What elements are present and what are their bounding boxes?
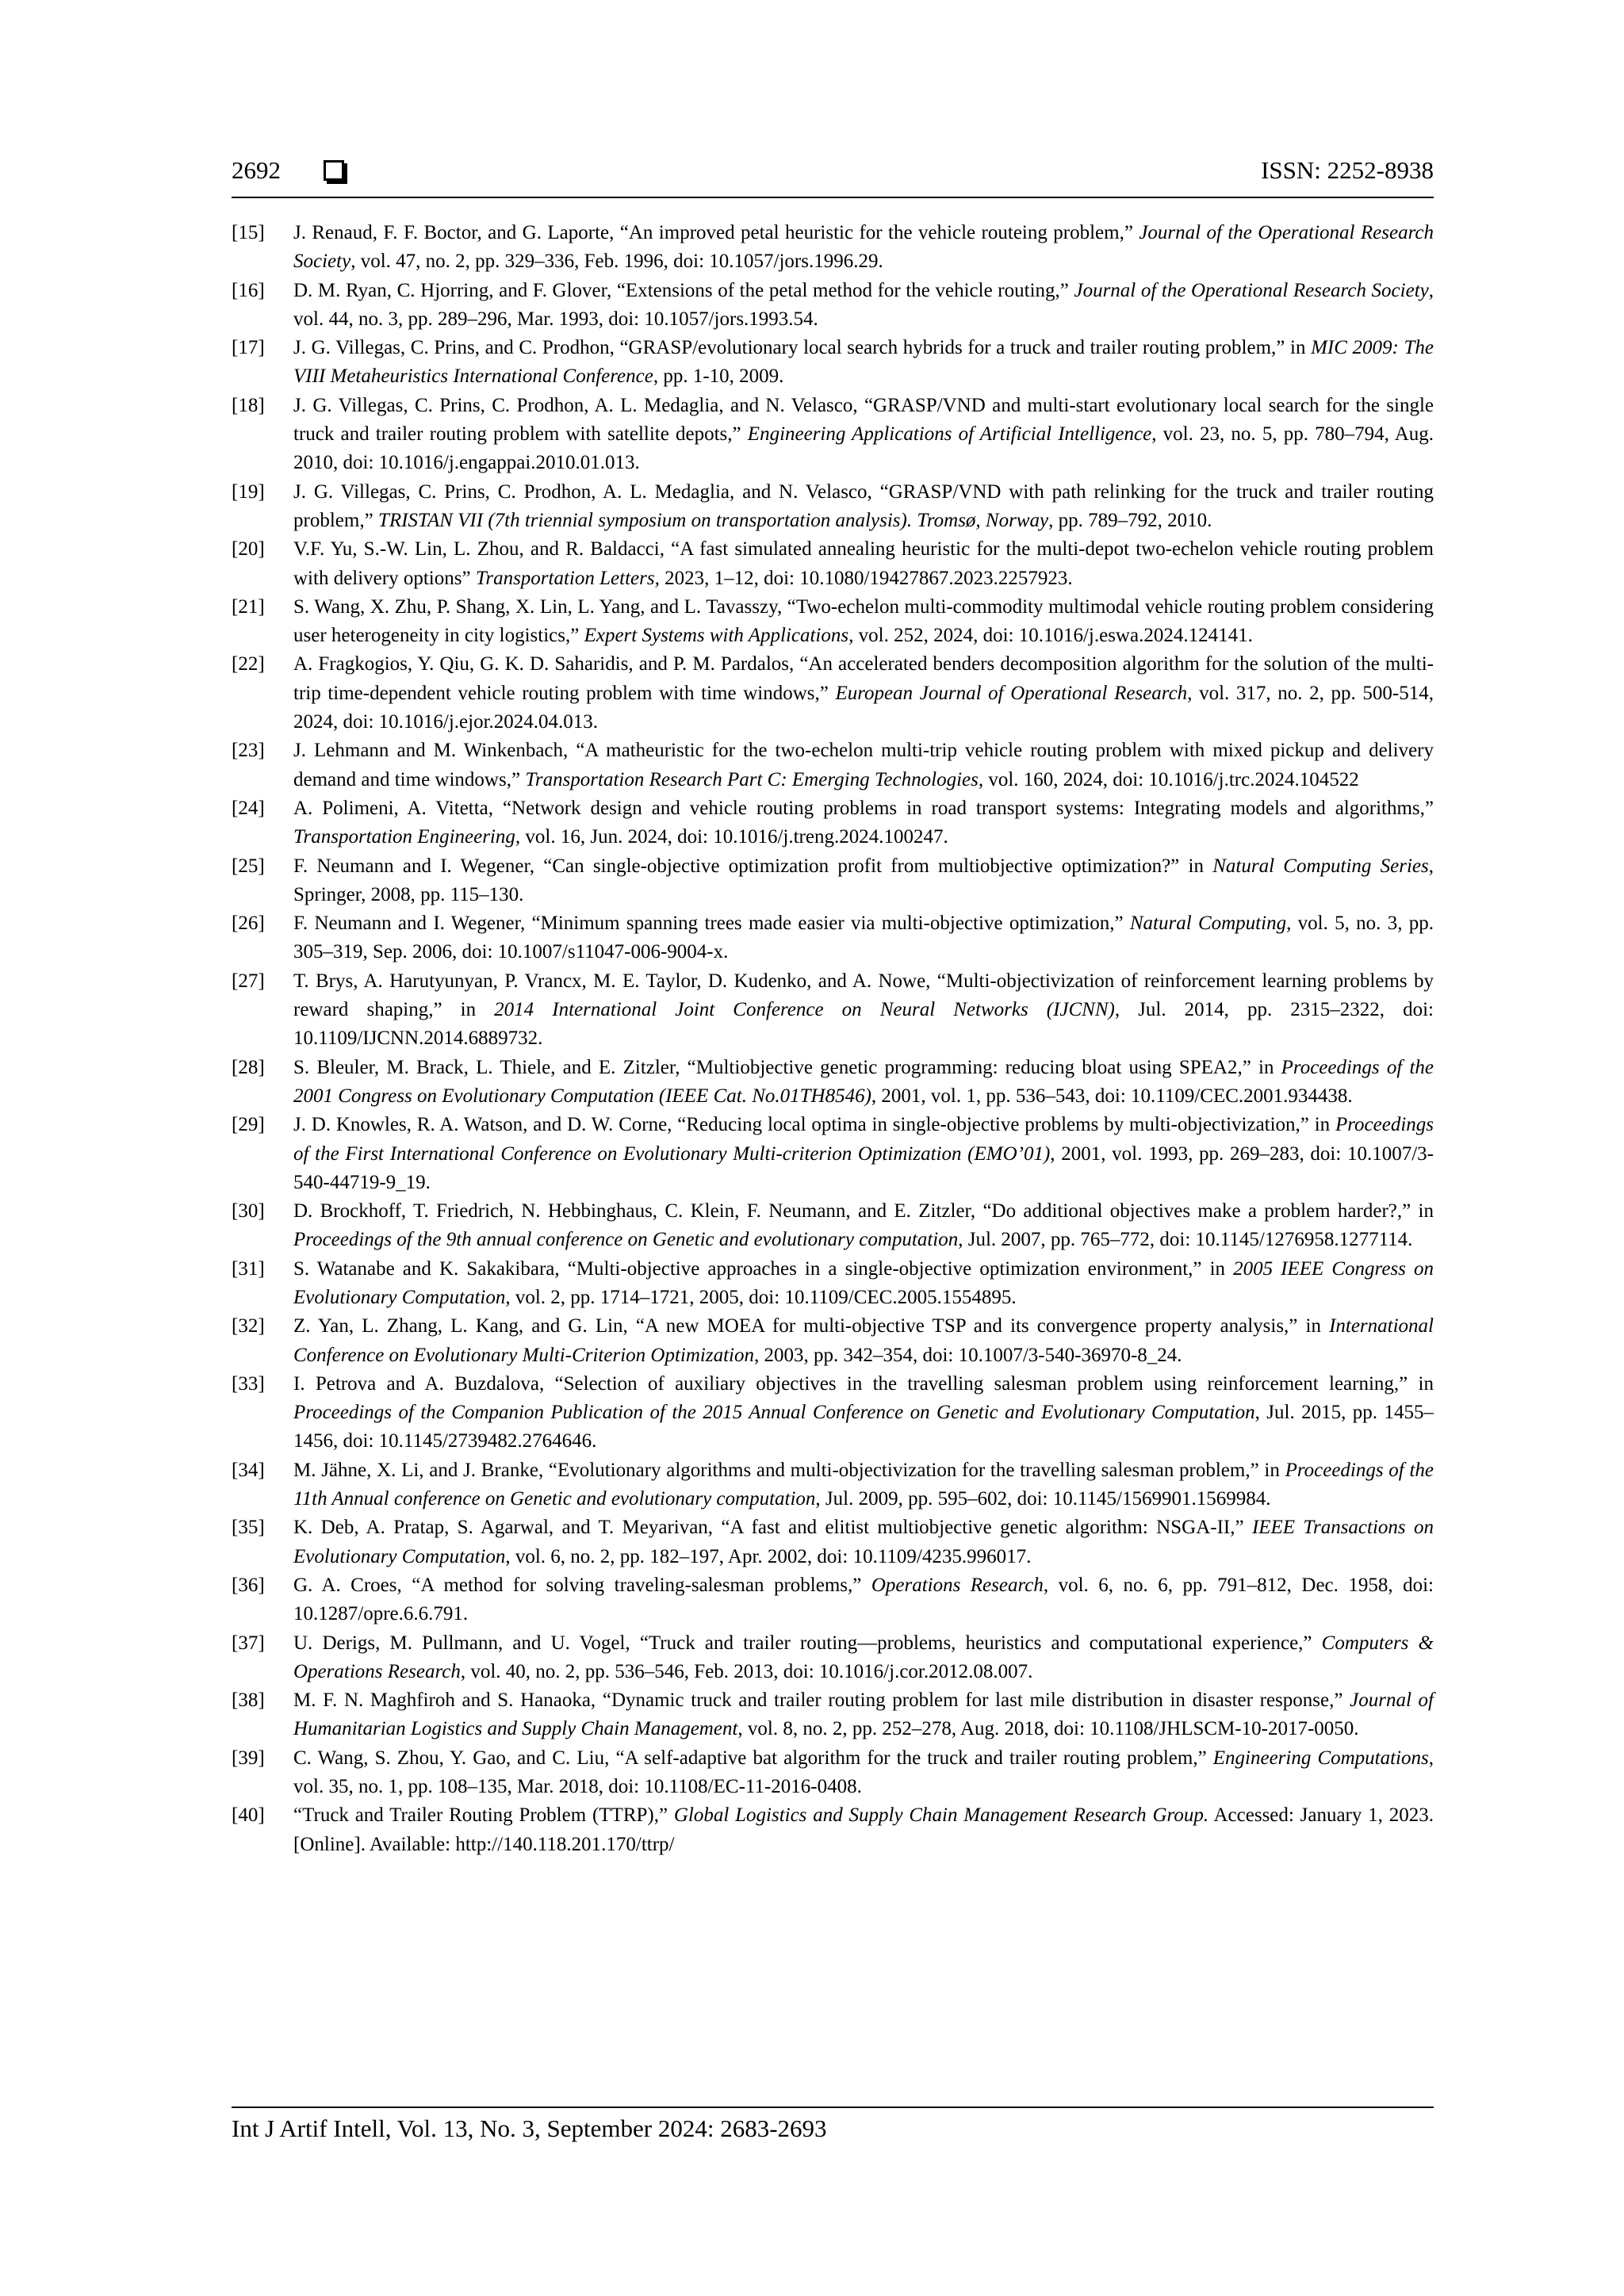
reference-text <box>293 593 1434 651</box>
reference-item <box>232 334 1434 392</box>
reference-number: [17] <box>232 337 265 359</box>
reference-number: [33] <box>232 1372 265 1395</box>
reference-venue: Journal of Humanitarian Logistics and Supply Chain Management <box>293 1689 1434 1740</box>
reference-text <box>293 967 1434 1054</box>
reference-authors-title: S. Wang, X. Zhu, P. Shang, X. Lin, L. Yang, and L. Tavasszy, “Two-echelon multi-commodity multimodal vehicle routing problem considering user heterogeneity in city logistics,” <box>293 595 1434 647</box>
reference-authors-title: T. Brys, A. Harutyunyan, P. Vrancx, M. E. Taylor, D. Kudenko, and A. Nowe, “Multi-objectivization of reinforcement learning problems by reward shaping,” in <box>293 970 1434 1021</box>
reference-details: vol. 252, 2024, doi: 10.1016/j.eswa.2024.124141. <box>853 625 1253 647</box>
reference-authors-title: S. Watanabe and K. Sakakibara, “Multi-objective approaches in a single-objective optimization environment,” in <box>293 1257 1234 1280</box>
reference-number: [34] <box>232 1459 265 1481</box>
reference-item <box>232 1255 1434 1313</box>
reference-details: , vol. 40, no. 2, pp. 536–546, Feb. 2013, doi: 10.1016/j.cor.2012.08.007. <box>460 1660 1033 1682</box>
reference-venue: 2014 International Joint Conference on Neural Networks (IJCNN) <box>494 999 1115 1021</box>
reference-item <box>232 909 1434 967</box>
reference-details: , Springer, 2008, pp. 115–130. <box>293 855 1434 905</box>
reference-item <box>232 1686 1434 1744</box>
reference-item <box>232 277 1434 335</box>
reference-venue: Proceedings of the 11th Annual conference on Genetic and evolutionary computation <box>293 1459 1434 1510</box>
reference-item <box>232 478 1434 536</box>
reference-number: [20] <box>232 538 265 561</box>
reference-number: [32] <box>232 1315 265 1337</box>
reference-item <box>232 1629 1434 1687</box>
reference-venue: Natural Computing Series <box>1212 855 1429 877</box>
reference-details: , 2003, pp. 342–354, doi: 10.1007/3-540-36970-8_24. <box>753 1344 1182 1366</box>
reference-number: [39] <box>232 1747 265 1769</box>
reference-number: [29] <box>232 1114 265 1136</box>
reference-text <box>293 852 1434 910</box>
reference-details: Accessed: January 1, 2023. [Online]. Available: http://140.118.201.170/ttrp/ <box>293 1804 1434 1855</box>
reference-number: [21] <box>232 595 265 618</box>
reference-venue: Engineering Applications of Artificial Intelligence <box>747 423 1152 446</box>
reference-item <box>232 392 1434 478</box>
reference-authors-title: D. M. Ryan, C. Hjorring, and F. Glover, “Extensions of the petal method for the vehicle routing,” <box>293 279 1074 301</box>
reference-venue: Global Logistics and Supply Chain Management Research Group. <box>673 1804 1209 1827</box>
reference-authors-title: J. G. Villegas, C. Prins, C. Prodhon, A. L. Medaglia, and N. Velasco, “GRASP/VND and multi-start evolutionary local search for the single truck and trailer routing problem with satellite depots,” <box>293 394 1434 446</box>
reference-venue: TRISTAN VII (7th triennial symposium on transportation analysis). Tromsø, Norway <box>377 509 1049 531</box>
reference-item <box>232 1054 1434 1112</box>
reference-text <box>293 650 1434 737</box>
reference-item <box>232 1370 1434 1456</box>
reference-number: [19] <box>232 480 265 503</box>
reference-text <box>293 334 1434 392</box>
reference-text <box>293 535 1434 593</box>
issn-label: ISSN: 2252-8938 <box>1261 156 1434 184</box>
reference-authors-title: J. G. Villegas, C. Prins, and C. Prodhon, “GRASP/evolutionary local search hybrids for a truck and trailer routing problem,” in <box>293 337 1312 359</box>
reference-item <box>232 1312 1434 1370</box>
reference-venue: 2005 IEEE Congress on Evolutionary Computation <box>293 1257 1434 1308</box>
checkbox-square-icon <box>324 160 344 181</box>
reference-item <box>232 1571 1434 1629</box>
reference-item <box>232 1744 1434 1802</box>
reference-authors-title: K. Deb, A. Pratap, S. Agarwal, and T. Meyarivan, “A fast and elitist multiobjective genetic algorithm: NSGA-II,” <box>293 1517 1252 1539</box>
reference-authors-title: G. A. Croes, “A method for solving traveling-salesman problems,” <box>293 1574 871 1596</box>
reference-number: [40] <box>232 1804 265 1827</box>
reference-authors-title: J. G. Villegas, C. Prins, C. Prodhon, A. L. Medaglia, and N. Velasco, “GRASP/VND with path relinking for the truck and trailer routing problem,” <box>293 480 1434 531</box>
reference-text <box>293 909 1434 967</box>
reference-number: [23] <box>232 740 265 762</box>
reference-details: 2023, 1–12, doi: 10.1080/19427867.2023.2257923. <box>659 567 1073 589</box>
reference-details: , vol. 6, no. 6, pp. 791–812, Dec. 1958, doi: 10.1287/opre.6.6.791. <box>293 1574 1434 1625</box>
reference-authors-title: V.F. Yu, S.-W. Lin, L. Zhou, and R. Baldacci, “A fast simulated annealing heuristic for the multi-depot two-echelon vehicle routing problem with delivery options” <box>293 538 1434 589</box>
journal-citation: Int J Artif Intell, Vol. 13, No. 3, September 2024: 2683-2693 <box>232 2114 827 2142</box>
reference-text <box>293 1801 1434 1859</box>
reference-item <box>232 737 1434 794</box>
reference-number: [27] <box>232 970 265 992</box>
reference-authors-title: F. Neumann and I. Wegener, “Can single-objective optimization profit from multiobjective optimization?” in <box>293 855 1213 877</box>
reference-item <box>232 794 1434 852</box>
reference-authors-title: A. Polimeni, A. Vitetta, “Network design and vehicle routing problems in road transport systems: Integrating models and algorithms,” <box>293 797 1434 819</box>
page-number: 2692 <box>232 156 281 184</box>
reference-authors-title: Z. Yan, L. Zhang, L. Kang, and G. Lin, “A new MOEA for multi-objective TSP and its convergence property analysis,” in <box>293 1315 1330 1337</box>
reference-number: [36] <box>232 1574 265 1596</box>
reference-number: [16] <box>232 279 265 301</box>
reference-authors-title: F. Neumann and I. Wegener, “Minimum spanning trees made easier via multi-objective optimization,” <box>293 913 1130 935</box>
reference-authors-title: J. Renaud, F. F. Boctor, and G. Laporte, “An improved petal heuristic for the vehicle routeing problem,” <box>293 222 1139 243</box>
reference-number: [28] <box>232 1056 265 1078</box>
reference-venue: Expert Systems with Applications, <box>584 625 854 647</box>
reference-text <box>293 219 1434 277</box>
reference-details: , Jul. 2007, pp. 765–772, doi: 10.1145/1276958.1277114. <box>958 1229 1413 1251</box>
reference-authors-title: J. D. Knowles, R. A. Watson, and D. W. Corne, “Reducing local optima in single-objective problems by multi-objectivization,” in <box>293 1114 1335 1136</box>
page-header <box>232 152 1434 198</box>
reference-item <box>232 650 1434 737</box>
reference-details: , 2001, vol. 1993, pp. 269–283, doi: 10.1007/3-540-44719-9_19. <box>293 1142 1434 1193</box>
reference-text <box>293 1571 1434 1629</box>
reference-number: [18] <box>232 394 265 416</box>
reference-number: [38] <box>232 1689 265 1712</box>
reference-text <box>293 1111 1434 1197</box>
reference-details: , vol. 35, no. 1, pp. 108–135, Mar. 2018, doi: 10.1108/EC-11-2016-0408. <box>293 1747 1434 1798</box>
reference-details: , Jul. 2014, pp. 2315–2322, doi: 10.1109/IJCNN.2014.6889732. <box>293 999 1434 1050</box>
reference-details: , vol. 6, no. 2, pp. 182–197, Apr. 2002, doi: 10.1109/4235.996017. <box>505 1545 1032 1567</box>
reference-venue: Natural Computing <box>1129 913 1287 935</box>
reference-item <box>232 1111 1434 1197</box>
reference-details: , pp. 789–792, 2010. <box>1048 509 1212 531</box>
reference-text <box>293 1370 1434 1456</box>
reference-text <box>293 1686 1434 1744</box>
reference-venue: Engineering Computations <box>1212 1747 1429 1769</box>
reference-venue: Proceedings of the 2001 Congress on Evolutionary Computation (IEEE Cat. No.01TH8546) <box>293 1056 1434 1107</box>
reference-details: , vol. 5, no. 3, pp. 305–319, Sep. 2006, doi: 10.1007/s11047-006-9004-x. <box>293 913 1434 963</box>
reference-venue: Journal of the Operational Research Society <box>293 222 1434 273</box>
reference-item <box>232 219 1434 277</box>
reference-details: , vol. 47, no. 2, pp. 329–336, Feb. 1996, doi: 10.1057/jors.1996.29. <box>350 251 883 273</box>
reference-details: , pp. 1-10, 2009. <box>653 365 784 388</box>
reference-details: , vol. 2, pp. 1714–1721, 2005, doi: 10.1109/CEC.2005.1554895. <box>505 1286 1017 1308</box>
reference-details: vol. 317, no. 2, pp. 500-514, 2024, doi: 10.1016/j.ejor.2024.04.013. <box>293 682 1434 733</box>
reference-details: vol. 160, 2024, doi: 10.1016/j.trc.2024.104522 <box>983 768 1359 790</box>
reference-text <box>293 1744 1434 1802</box>
reference-venue: European Journal of Operational Research, <box>835 682 1193 704</box>
reference-text <box>293 1629 1434 1687</box>
reference-item <box>232 967 1434 1054</box>
reference-authors-title: C. Wang, S. Zhou, Y. Gao, and C. Liu, “A self-adaptive bat algorithm for the truck and trailer routing problem,” <box>293 1747 1213 1769</box>
reference-details: , vol. 44, no. 3, pp. 289–296, Mar. 1993, doi: 10.1057/jors.1993.54. <box>293 279 1434 330</box>
reference-authors-title: “Truck and Trailer Routing Problem (TTRP),” <box>293 1804 674 1827</box>
reference-number: [25] <box>232 855 265 877</box>
reference-venue: Transportation Letters, <box>475 567 660 589</box>
reference-venue: Operations Research <box>871 1574 1044 1596</box>
reference-details: , vol. 8, no. 2, pp. 252–278, Aug. 2018, doi: 10.1108/JHLSCM-10-2017-0050. <box>737 1718 1359 1740</box>
reference-item <box>232 852 1434 910</box>
page-footer <box>232 2107 1434 2146</box>
reference-details: , Jul. 2009, pp. 595–602, doi: 10.1145/1569901.1569984. <box>815 1488 1271 1510</box>
reference-authors-title: U. Derigs, M. Pullmann, and U. Vogel, “Truck and trailer routing—problems, heuristics and computational experience,” <box>293 1632 1322 1654</box>
reference-venue: Computers & Operations Research <box>293 1632 1434 1682</box>
reference-text <box>293 794 1434 852</box>
reference-item <box>232 1513 1434 1571</box>
reference-item <box>232 1456 1434 1514</box>
reference-text <box>293 392 1434 478</box>
reference-text <box>293 478 1434 536</box>
reference-text <box>293 1255 1434 1313</box>
reference-text <box>293 277 1434 335</box>
reference-list <box>232 219 1434 1859</box>
reference-details: vol. 16, Jun. 2024, doi: 10.1016/j.treng.2024.100247. <box>520 826 948 848</box>
reference-venue: Proceedings of the Companion Publication of the 2015 Annual Conference on Genetic and Evolutionary Computation <box>293 1402 1255 1424</box>
reference-details: , 2001, vol. 1, pp. 536–543, doi: 10.1109/CEC.2001.934438. <box>871 1085 1353 1107</box>
reference-venue: Transportation Engineering, <box>293 826 521 848</box>
reference-venue: MIC 2009: The VIII Metaheuristics International Conference <box>293 337 1434 388</box>
reference-venue: Proceedings of the First International Conference on Evolutionary Multi-criterion Optimization (EMO’01) <box>293 1114 1434 1165</box>
reference-item <box>232 1801 1434 1859</box>
reference-number: [35] <box>232 1517 265 1539</box>
reference-text <box>293 737 1434 794</box>
reference-authors-title: D. Brockhoff, T. Friedrich, N. Hebbinghaus, C. Klein, F. Neumann, and E. Zitzler, “Do additional objectives make a problem harder?,” in <box>293 1200 1434 1223</box>
reference-venue: International Conference on Evolutionary Multi-Criterion Optimization <box>293 1315 1434 1366</box>
reference-venue: IEEE Transactions on Evolutionary Computation <box>293 1517 1434 1567</box>
reference-number: [24] <box>232 797 265 819</box>
reference-authors-title: A. Fragkogios, Y. Qiu, G. K. D. Saharidis, and P. M. Pardalos, “An accelerated benders decomposition algorithm for the solution of the multi-trip time-dependent vehicle routing problem with time windows,” <box>293 653 1434 704</box>
reference-details: , vol. 23, no. 5, pp. 780–794, Aug. 2010, doi: 10.1016/j.engappai.2010.01.013. <box>293 423 1434 474</box>
reference-number: [30] <box>232 1200 265 1223</box>
reference-venue: Transportation Research Part C: Emerging Technologies, <box>525 768 984 790</box>
reference-number: [15] <box>232 222 265 243</box>
reference-number: [26] <box>232 913 265 935</box>
reference-item <box>232 1197 1434 1255</box>
reference-venue: Journal of the Operational Research Society <box>1074 279 1429 301</box>
reference-number: [31] <box>232 1257 265 1280</box>
reference-authors-title: J. Lehmann and M. Winkenbach, “A matheuristic for the two-echelon multi-trip vehicle routing problem with mixed pickup and delivery demand and time windows,” <box>293 740 1434 790</box>
reference-text <box>293 1197 1434 1255</box>
reference-item <box>232 593 1434 651</box>
reference-authors-title: M. F. N. Maghfiroh and S. Hanaoka, “Dynamic truck and trailer routing problem for last mile distribution in disaster response,” <box>293 1689 1350 1712</box>
reference-number: [22] <box>232 653 265 675</box>
reference-number: [37] <box>232 1632 265 1654</box>
reference-text <box>293 1456 1434 1514</box>
reference-text <box>293 1513 1434 1571</box>
reference-text <box>293 1312 1434 1370</box>
reference-authors-title: M. Jähne, X. Li, and J. Branke, “Evolutionary algorithms and multi-objectivization for the travelling salesman problem,” in <box>293 1459 1285 1481</box>
reference-text <box>293 1054 1434 1112</box>
reference-authors-title: I. Petrova and A. Buzdalova, “Selection of auxiliary objectives in the travelling salesman problem using reinforcement learning,” in <box>293 1372 1434 1395</box>
reference-details: , Jul. 2015, pp. 1455–1456, doi: 10.1145/2739482.2764646. <box>293 1402 1434 1452</box>
reference-item <box>232 535 1434 593</box>
reference-venue: Proceedings of the 9th annual conference on Genetic and evolutionary computation <box>293 1229 959 1251</box>
reference-authors-title: S. Bleuler, M. Brack, L. Thiele, and E. Zitzler, “Multiobjective genetic programming: reducing bloat using SPEA2,” in <box>293 1056 1281 1078</box>
